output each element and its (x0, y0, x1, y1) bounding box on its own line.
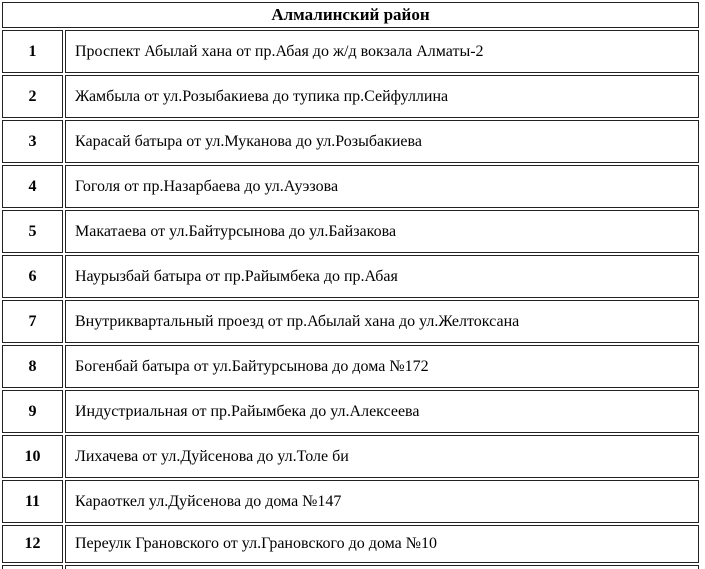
row-number: 1 (2, 30, 63, 73)
row-number: 4 (2, 165, 63, 208)
row-number: 2 (2, 75, 63, 118)
table-row (2, 255, 699, 298)
table-row (2, 30, 699, 73)
row-number-empty (2, 565, 63, 569)
street-description: Переулк Грановского от ул.Грановского до дома №10 (65, 525, 699, 563)
row-number: 12 (2, 525, 63, 563)
street-description: Караоткел ул.Дуйсенова до дома №147 (65, 480, 699, 523)
table-row-cutoff (2, 565, 699, 569)
row-number: 3 (2, 120, 63, 163)
street-description: Гоголя от пр.Назарбаева до ул.Ауэзова (65, 165, 699, 208)
row-number: 7 (2, 300, 63, 343)
street-description: Лихачева от ул.Дуйсенова до ул.Толе би (65, 435, 699, 478)
street-description: Проспект Абылай хана от пр.Абая до ж/д вокзала Алматы-2 (65, 30, 699, 73)
row-number: 5 (2, 210, 63, 253)
table-row (2, 75, 699, 118)
table-row (2, 435, 699, 478)
table-row (2, 165, 699, 208)
row-number: 11 (2, 480, 63, 523)
row-number: 9 (2, 390, 63, 433)
table-row (2, 525, 699, 563)
district-title: Алмалинский район (2, 2, 699, 28)
street-description-empty (65, 565, 699, 569)
table-row (2, 480, 699, 523)
street-description: Карасай батыра от ул.Муканова до ул.Розыбакиева (65, 120, 699, 163)
row-number: 8 (2, 345, 63, 388)
table-row (2, 345, 699, 388)
table-row (2, 120, 699, 163)
header-row (2, 2, 699, 28)
street-description: Внутриквартальный проезд от пр.Абылай хана до ул.Желтоксана (65, 300, 699, 343)
table-row (2, 390, 699, 433)
table-row (2, 210, 699, 253)
street-description: Наурызбай батыра от пр.Райымбека до пр.Абая (65, 255, 699, 298)
street-description: Жамбыла от ул.Розыбакиева до тупика пр.Сейфуллина (65, 75, 699, 118)
street-description: Индустриальная от пр.Райымбека до ул.Алексеева (65, 390, 699, 433)
row-number: 10 (2, 435, 63, 478)
street-description: Богенбай батыра от ул.Байтурсынова до дома №172 (65, 345, 699, 388)
street-description: Макатаева от ул.Байтурсынова до ул.Байзакова (65, 210, 699, 253)
table-row (2, 300, 699, 343)
row-number: 6 (2, 255, 63, 298)
